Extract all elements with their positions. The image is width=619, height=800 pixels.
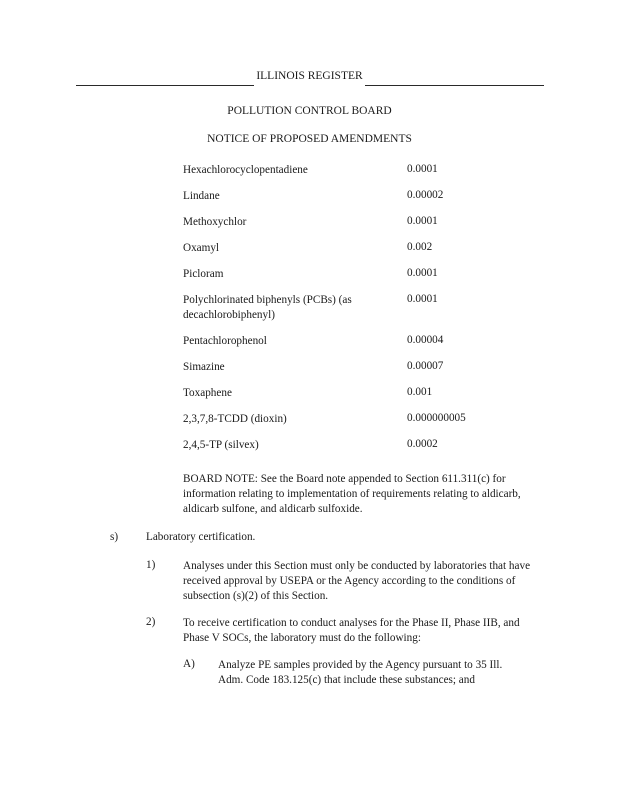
substance-name: Polychlorinated biphenyls (PCBs) (as decachlorobiphenyl) [183, 294, 352, 321]
substance-value: 0.0001 [407, 215, 438, 227]
item-label: 2) [146, 616, 156, 628]
substance-name: Picloram [183, 268, 224, 280]
item-text: Analyses under this Section must only be conducted by laboratories that have received approval by USEPA or the Agency according to the conditions of subsection (s)(2) of this Section. [183, 560, 531, 602]
subitem-label: A) [183, 658, 195, 670]
substance-name: Simazine [183, 361, 225, 373]
notice-title: NOTICE OF PROPOSED AMENDMENTS [207, 133, 412, 145]
substance-value: 0.002 [407, 241, 433, 253]
substance-value: 0.00002 [407, 189, 444, 201]
substance-name: 2,3,7,8-TCDD (dioxin) [183, 413, 287, 425]
substance-value: 0.0001 [407, 163, 438, 175]
substance-value: 0.0002 [407, 438, 438, 450]
item-label: 1) [146, 559, 156, 571]
substance-name: Methoxychlor [183, 216, 247, 228]
header-rule-left [76, 85, 254, 86]
substance-value: 0.000000005 [407, 412, 466, 424]
board-note: BOARD NOTE: See the Board note appended to Section 611.311(c) for information relating to implementation of requirements relating to aldicarb, aldicarb sulfone, and aldicarb sulfoxide. [183, 473, 521, 515]
subsection-title: Laboratory certification. [146, 531, 256, 543]
item-text: To receive certification to conduct analyses for the Phase II, Phase IIB, and Phase V SOCs, the laboratory must do the following: [183, 617, 520, 644]
substance-value: 0.0001 [407, 267, 438, 279]
substance-name: Oxamyl [183, 242, 220, 254]
substance-value: 0.00007 [407, 360, 444, 372]
header-rule-right [365, 85, 544, 86]
subitem-text: Analyze PE samples provided by the Agency pursuant to 35 Ill. Adm. Code 183.125(c) that include these substances; and [218, 659, 503, 686]
substance-name: Lindane [183, 190, 220, 202]
substance-name: Pentachlorophenol [183, 335, 267, 347]
substance-value: 0.0001 [407, 293, 438, 305]
substance-name: 2,4,5-TP (silvex) [183, 439, 259, 451]
subsection-label: s) [110, 531, 119, 543]
substance-name: Toxaphene [183, 387, 232, 399]
substance-value: 0.00004 [407, 334, 444, 346]
substance-value: 0.001 [407, 386, 433, 398]
register-title: ILLINOIS REGISTER [256, 70, 363, 82]
substance-name: Hexachlorocyclopentadiene [183, 164, 308, 176]
board-title: POLLUTION CONTROL BOARD [227, 105, 392, 117]
